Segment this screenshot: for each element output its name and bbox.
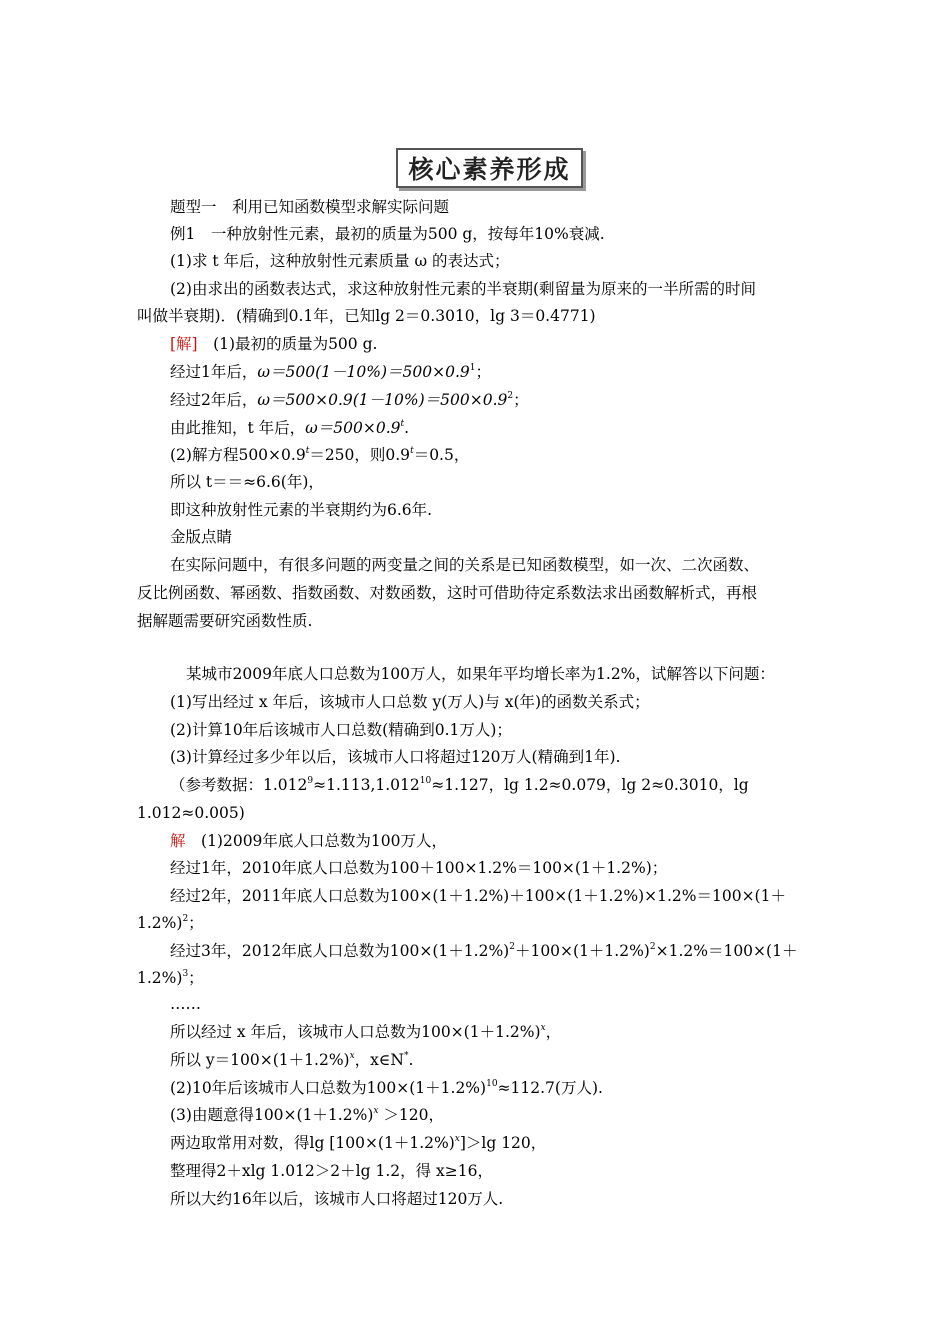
topic-heading: 题型一 利用已知函数模型求解实际问题 — [170, 198, 450, 216]
example-1-statement: 例1 一种放射性元素，最初的质量为500 g，按每年10%衰减. — [170, 225, 605, 243]
solution-1-line-7: 即这种放射性元素的半衰期约为6.6年. — [170, 501, 433, 519]
section-title-box — [396, 148, 583, 188]
solution-1-line-2: 经过1年后，$\omega=500(1-10\%)=500\times 0.9^1$； — [170, 363, 491, 381]
solution-1-line-5: (2)解方程$500\times 0.9^t=250$，则$0.9^t=0.5$， — [170, 446, 470, 464]
solution-1-text: (1)最初的质量为500 g. — [197, 335, 378, 353]
solution-2-line-7: (2)10年后该城市人口总数为$100\times(1+1.2\%)^{10}\approx 112.7$(万人). — [170, 1079, 603, 1097]
problem-2-q1: (1)写出经过 x 年后，该城市人口总数 y(万人)与 x(年)的函数关系式； — [170, 693, 650, 711]
tips-text-1: 在实际问题中，有很多问题的两变量之间的关系是已知函数模型，如一次、二次函数、 — [170, 556, 760, 574]
tips-heading: 金版点睛 — [170, 528, 233, 546]
solution-2-line-5: 所以经过 x 年后，该城市人口总数为$100\times(1+1.2\%)^x$， — [170, 1023, 562, 1041]
solution-2-line-3: 经过2年，2011年底人口总数为100×(1＋1.2%)＋100×(1＋1.2%)×1.2%＝100×(1＋ — [170, 887, 786, 905]
example-1-q1: (1)求 t 年后，这种放射性元素质量 ω 的表达式； — [170, 252, 510, 270]
solution-2-label: 解 — [170, 832, 186, 850]
problem-2-intro: 某城市2009年底人口总数为100万人，如果年平均增长率为1.2%，试解答以下问题： — [186, 665, 775, 683]
solution-2-line-11: 所以大约16年以后，该城市人口将超过120万人. — [170, 1190, 504, 1208]
solution-1-line-1 — [170, 334, 377, 354]
solution-2-line-2: 经过1年，2010年底人口总数为100＋100×1.2%＝100×(1＋1.2%)； — [170, 859, 668, 877]
solution-2-line-3-cont: 1.2%)$^2$； — [137, 914, 204, 932]
solution-2-line-4-cont: 1.2%)$^3$； — [137, 969, 204, 987]
solution-2-line-1: 解 (1)2009年底人口总数为100万人， — [170, 832, 448, 850]
solution-1-line-4: 由此推知，t 年后，$\omega=500\times 0.9^t$. — [170, 419, 410, 437]
example-1-q2: (2)由求出的函数表达式，求这种放射性元素的半衰期(剩留量为原来的一半所需的时间 — [170, 280, 757, 298]
solution-2-line-4: 经过3年，2012年底人口总数为$100\times(1+1.2\%)^2+100\times(1+1.2\%)^2\times 1.2\%=100\times(1+$ — [170, 942, 798, 960]
solution-1-line-6: 所以 t＝＝≈6.6(年)， — [170, 473, 324, 491]
solution-2-line-10: 整理得2＋xlg 1.012＞2＋lg 1.2，得 x≥16， — [170, 1162, 493, 1180]
example-1-q2-cont: 叫做半衰期)．(精确到0.1年，已知lg 2＝0.3010，lg 3＝0.4771) — [137, 307, 596, 325]
section-title: 核心素养形成 — [408, 155, 571, 184]
problem-2-q2: (2)计算10年后该城市人口总数(精确到0.1万人)； — [170, 721, 512, 739]
tips-text-2: 反比例函数、幂函数、指数函数、对数函数，这时可借助待定系数法求出函数解析式，再根 — [137, 584, 758, 602]
solution-label: [解] — [170, 335, 198, 353]
problem-2-q3: (3)计算经过多少年以后，该城市人口将超过120万人(精确到1年). — [170, 748, 621, 766]
problem-2-ref: （参考数据：$1.012^9\approx 1.113,1.012^{10}\approx 1.127$，lg 1.2≈0.079，lg 2≈0.3010，lg — [170, 776, 749, 794]
solution-2-line-9: 两边取常用对数，得$\lg [100\times(1+1.2\%)^x]>\lg$ 120， — [170, 1134, 547, 1152]
tips-text-3: 据解题需要研究函数性质. — [137, 612, 313, 630]
ellipsis: …… — [170, 995, 201, 1013]
solution-2-line-8: (3)由题意得$100\times(1+1.2\%)^x >120$， — [170, 1106, 444, 1124]
solution-1-line-3: 经过2年后，$\omega=500\times 0.9(1-10\%)=500\times 0.9^2$； — [170, 391, 529, 409]
solution-2-line-6: 所以 $y=100\times(1+1.2\%)^x$，x∈N*. — [170, 1051, 414, 1069]
problem-2-ref-cont: 1.012≈0.005) — [137, 804, 245, 822]
